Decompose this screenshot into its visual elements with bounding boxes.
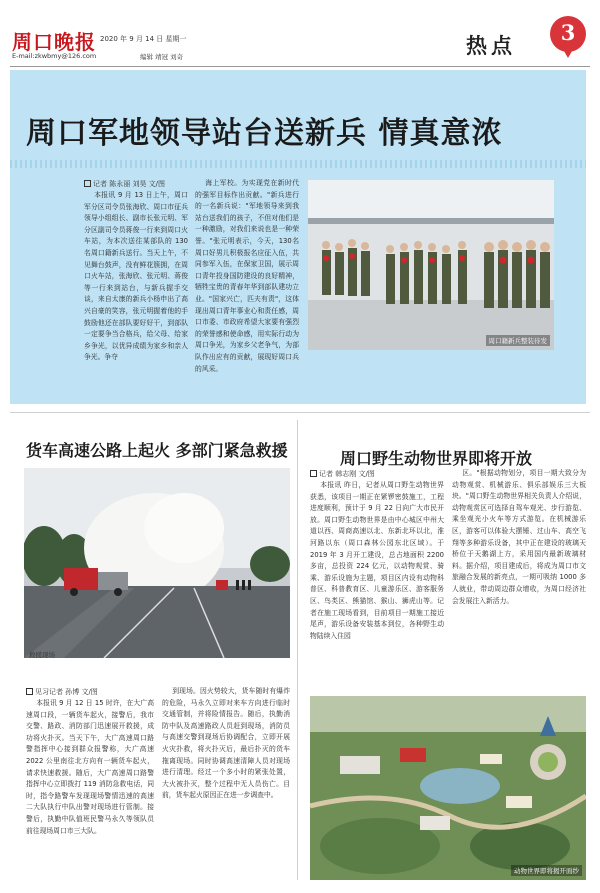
zoo-story-col2 (452, 468, 586, 690)
zoo-story-text-1: 本报讯 昨日，记者从周口野生动物世界获悉，该项目一期正在紧锣密鼓施工，工程进度顺利，预计于 9 月 22 日向广大市民开放。周口野生动物世界是由中心城区中州大道以西、周商高速以北、东新北环以北，淮河路以东（周口森林公园东北区域）。于 2019 年 3 月开工建设，总占地面积 2200 多亩，总投资 224 亿元，以动物观赏、骑乘、游乐设施为主题，项目区内设有动物科普区、科普教育区、儿童游乐区、游客服务区、鸟类区、熊猫馆、猴山、狮虎山等。记者在施工现场看到，目前项目一期施工接近尾声，游乐设备安装基本到位，各种野生动物陆续入住园 (310, 481, 444, 640)
zoo-aerial-photo (310, 696, 586, 880)
main-story-byline (84, 178, 188, 190)
fire-story-col2 (162, 686, 290, 882)
fire-story-byline (26, 686, 154, 698)
page-number-marker (550, 16, 586, 66)
fire-story-byline-text: 见习记者 孙博 文/图 (35, 688, 98, 696)
zoo-story-byline-text: 记者 韩志刚 文/图 (319, 470, 375, 478)
main-story-byline-text: 记者 陈永丽 刘昊 文/图 (93, 180, 166, 188)
truck-fire-illustration (24, 468, 290, 658)
main-story-col2 (195, 178, 299, 396)
page-marker-tip (560, 44, 576, 58)
fire-story-text-2: 到现场。因火势较大，货车随时有爆炸的危险，马永久立即对来车方向进行临时交通管制，并将险情报告。随后，执勤消防中队及高速路政人员赶到现场，消防员与高速交警到现场后协调配合，立即开展火灾扑救，将火扑灭后，最后扑灭的货车拖离现场。同时协调高速清障人员对现场进行清理。经过一个多小时的紧张处置，大火被扑灭，整个过程中无人员伤亡。目前，货车起火原因正在进一步调查中。 (162, 687, 290, 800)
byline-box-icon (310, 470, 317, 477)
editor-credit: 编辑 靖冠 刘奇 (140, 53, 184, 61)
fire-story-text-1: 本报讯 9 月 12 日 15 时许，在大广高速周口段，一辆货车起火，接警后，我市交警、路政、消防部门迅速展开救援，成功将火扑灭。当天下午，大广高速周口路警指挥中心接到群众报警称，大广高速 2022 公里南往北方向有一辆货车起火，请求快速救援。随后，大广高速周口路警指挥中心立即拨打 119 消防急救电话，同时，指令路警车发现现场警情迅速的高速二大队执行中队出警对现场进行管制。接警后，执勤中队值班民警马永久等领队员前往现场周口市三大队。 (26, 699, 154, 835)
main-story-text-1: 本报讯 9 月 13 日上午，周口军分区司令员张海欣、周口市征兵领导小组组长、副市长张元明、军分区副司令员蒋俊一行来到周口火车站，为本次送往某部队的 130 名周口籍新兵送行。当天上午，不见舞台鼓声，没有鲜花簇拥，在周口火车站，张海欣、张元明、蒋俊等一行来到站台，与新兵握手交谈，来自太康的新兵小杨申出了高兴自豪的笑容，张元明握着他的手鼓励他还在部队要好好干，到部队一定要争当合格兵，给父母、给家乡争光，以优异成绩为家乡和亲人争光。争夺 (84, 191, 188, 362)
fire-photo-caption: 救援现场 (29, 651, 55, 658)
main-headline: 周口军地领导站台送新兵 情真意浓 (26, 116, 503, 151)
zoo-photo-caption: 动物世界即将揭开面纱 (511, 865, 582, 876)
byline-box-icon (84, 180, 91, 187)
fire-story-col1 (26, 686, 154, 882)
section-divider (10, 412, 590, 413)
banner-pattern (10, 160, 586, 168)
recruits-illustration (308, 180, 554, 350)
issue-date: 2020 年 9 月 14 日 星期一 (100, 35, 187, 43)
contact-email: E-mail:zkwbmy@126.com (12, 52, 97, 60)
masthead (0, 0, 600, 78)
main-story-text-2: 海上军校。为实现党在新时代的强军目标作出贡献。"新兵进行的一名新兵说："军地领导来到我站台送我们的孩子，不但对他们是一种激励，对我们来说也是一种荣誉。"张元明表示，今天，130名周口好男儿积极报名应征入伍，共同参军入伍，在保家卫国，展示周口青年投身国防建设的良好精神，牺牲宝贵的青春年华到部队建功立业。"国家兴亡，匹夫有责"，这体现出周口青年事业心和责任感，周口市委、市政府希望大家要有强烈的荣誉感和使命感，用实际行动为周口争光，为家乡父老争气，为部队作出应有的贡献，展现好周口兵的风采。 (195, 179, 299, 373)
column-divider (297, 420, 298, 880)
fire-story-headline: 货车高速公路上起火 多部门紧急救援 (26, 441, 288, 460)
byline-box-icon (26, 688, 33, 695)
main-story-col1 (84, 178, 188, 396)
zoo-aerial-illustration (310, 696, 586, 880)
section-title: 热点 (466, 33, 516, 58)
newspaper-brand: 周口晚报 (12, 30, 96, 54)
truck-fire-photo (24, 468, 290, 658)
new-recruits-photo (308, 180, 554, 350)
main-photo-caption: 周口籍新兵整装待发 (486, 335, 551, 346)
zoo-story-headline: 周口野生动物世界即将开放 (340, 449, 533, 468)
page-number: 3 (560, 20, 576, 45)
zoo-story-text-2: 区。"根据动物划分，项目一期大致分为动物观赏、机械游乐、俱乐部娱乐三大板块。"周口野生动物世界相关负责人介绍说，动物观赏区可选择自驾车观光、步行游览、乘坐观光小火车等方式游览。在机械游乐区，游客可以体验大摆锤、过山车、高空飞翔等多种游乐设备，其中正在建设的玻璃天桥位于天鹅湖上方，采用国内最新玻璃材料。据介绍，项目建成后，将成为周口市文旅融合发展的新亮点，一期可吸纳 1000 多人就业，带动周边群众增收，为周口经济社会发展注入新活力。 (452, 469, 586, 605)
masthead-rule (10, 66, 590, 67)
zoo-story-byline (310, 468, 444, 480)
zoo-story-col1 (310, 468, 444, 690)
